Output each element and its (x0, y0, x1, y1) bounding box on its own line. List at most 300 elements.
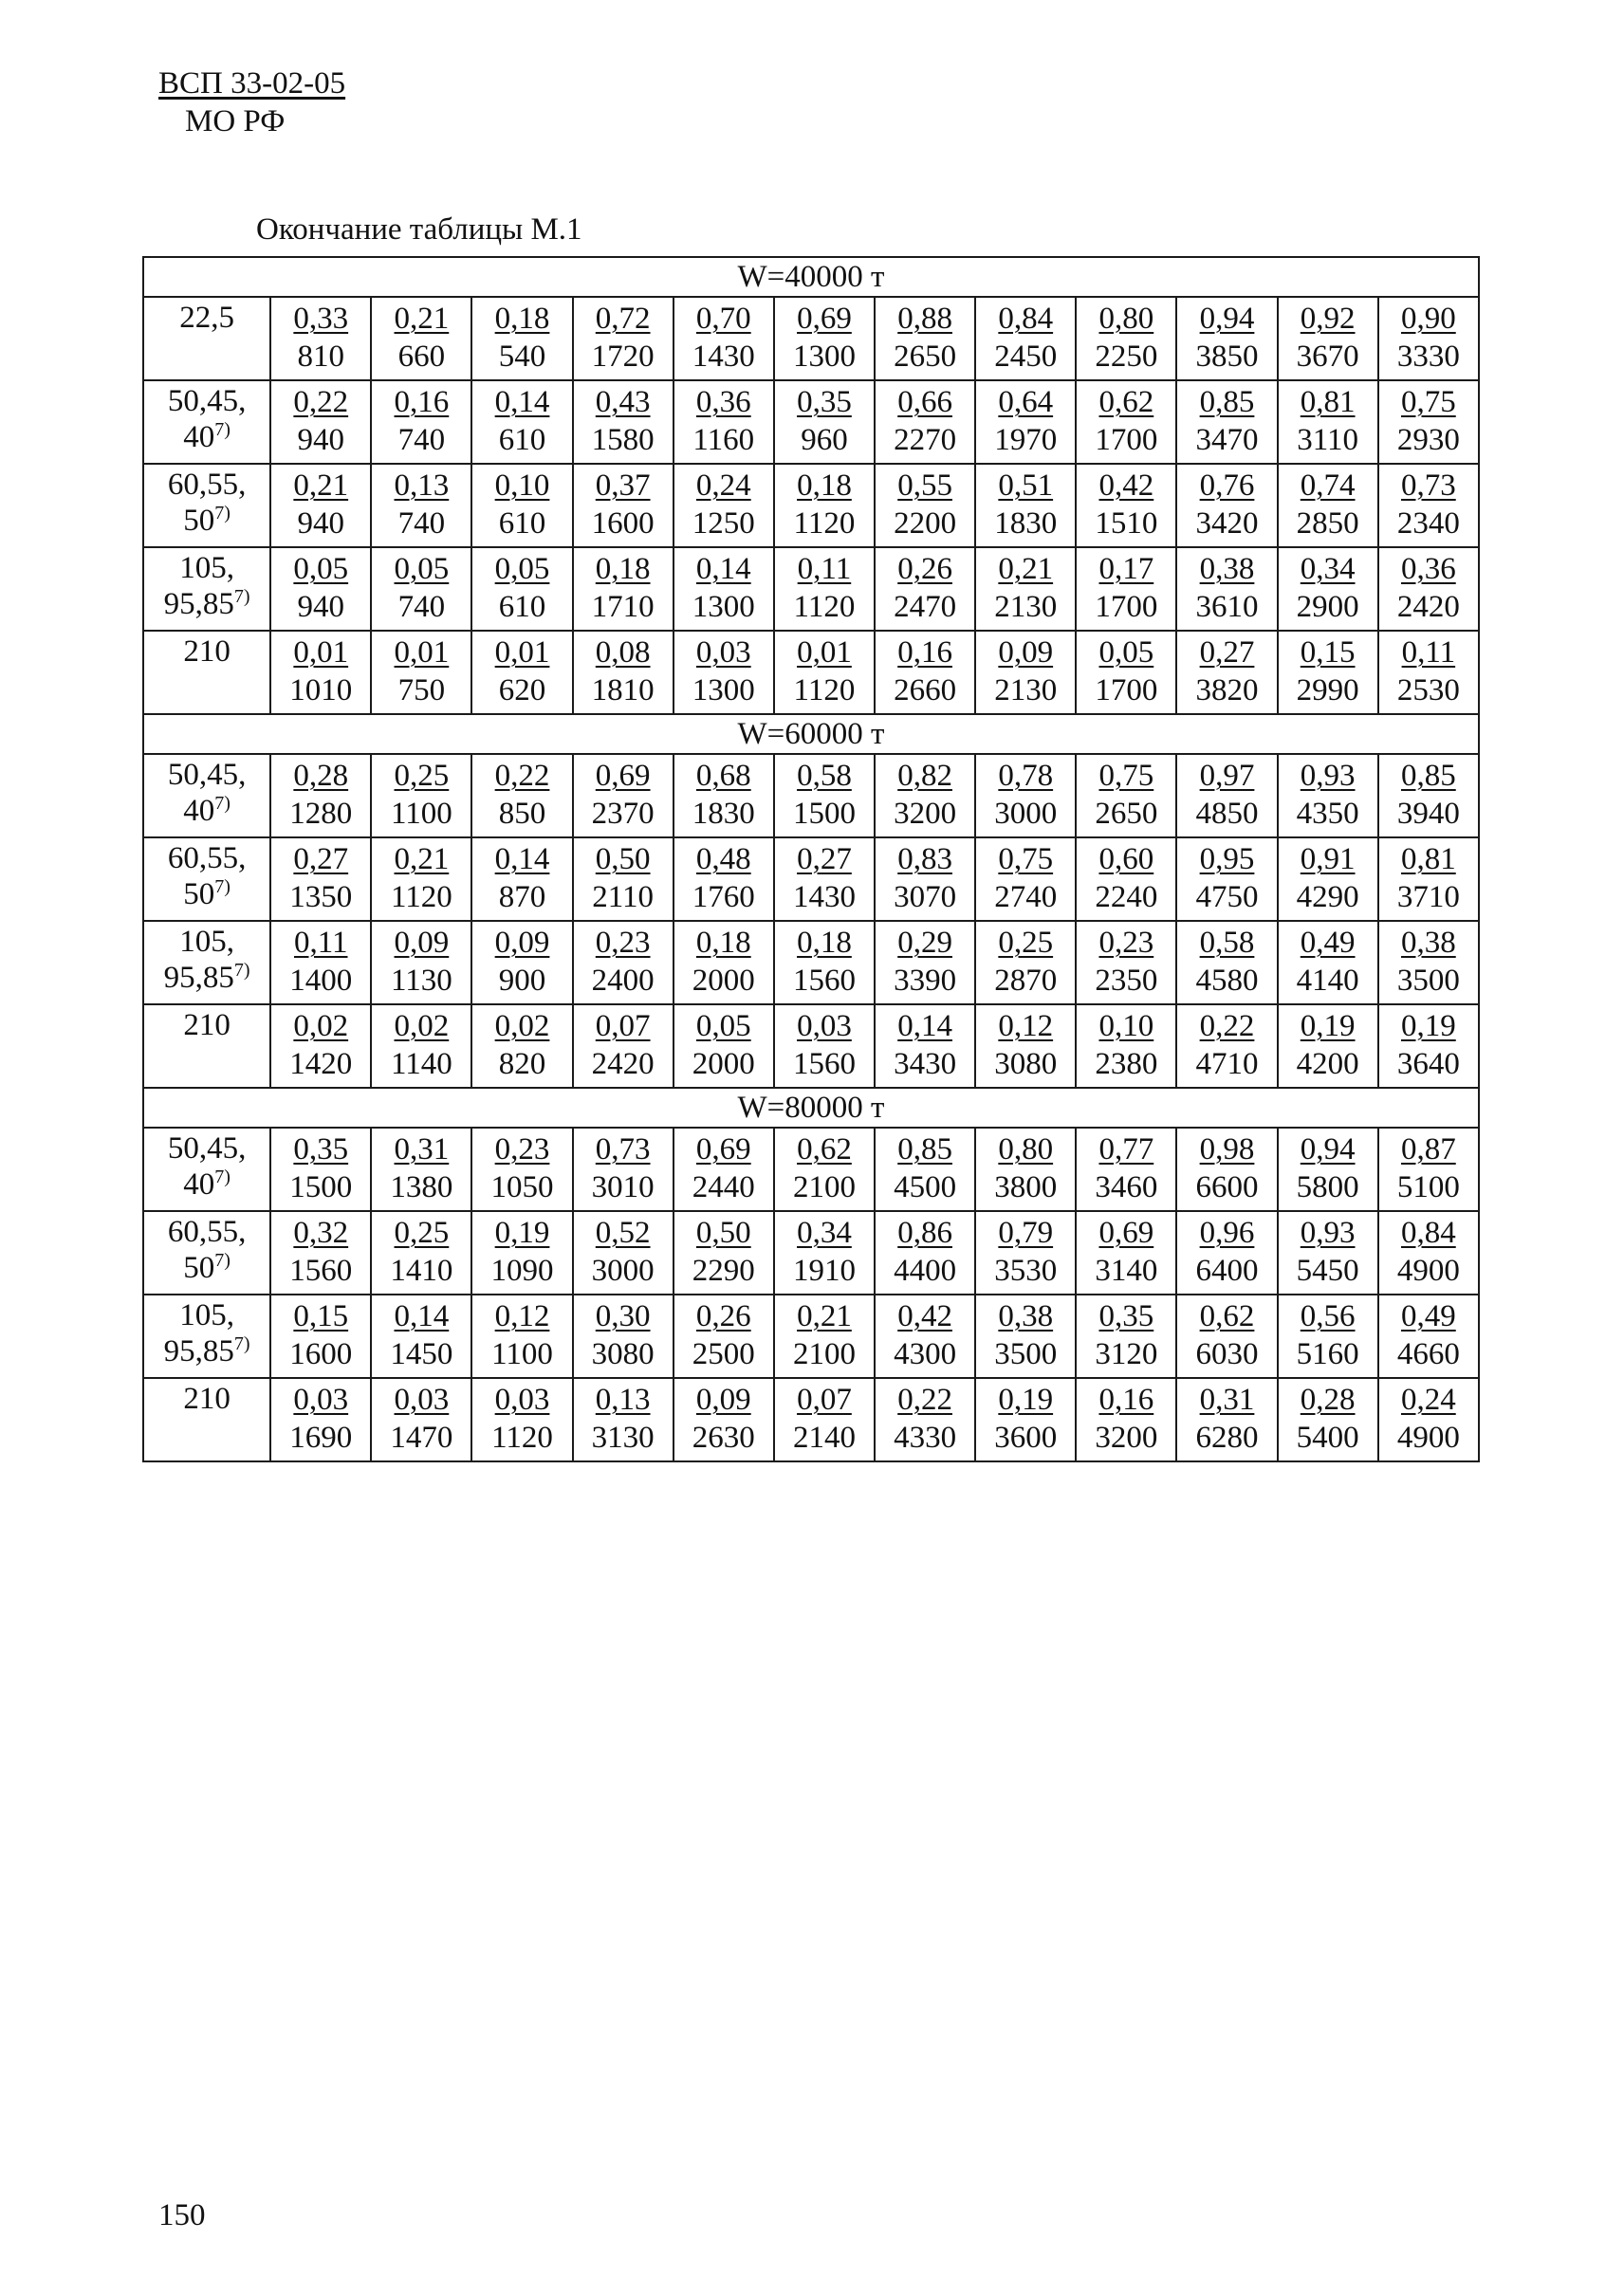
value-bottom: 870 (498, 880, 546, 914)
value-top (1177, 922, 1276, 962)
value-top (876, 548, 974, 588)
value-bottom: 1420 (289, 1047, 353, 1081)
value-cell (371, 754, 471, 837)
value-bottom: 1710 (591, 590, 655, 624)
value-bottom: 940 (297, 506, 344, 541)
value-top (674, 1005, 773, 1045)
value-top (1279, 381, 1377, 421)
value-cell (573, 547, 674, 631)
value-cell (371, 631, 471, 714)
value-top (1177, 1212, 1276, 1252)
value-top-text: 0,13 (394, 468, 450, 503)
value-bottom: 1120 (793, 673, 856, 707)
value-top (574, 838, 673, 878)
value-bottom: 2450 (994, 340, 1058, 374)
value-bottom: 1810 (591, 673, 655, 707)
value-top-text: 0,75 (1098, 759, 1154, 793)
value-top-text: 0,27 (1199, 635, 1255, 670)
value-top-text: 0,92 (1300, 302, 1356, 336)
value-bottom: 3460 (1095, 1170, 1158, 1204)
value-top-text: 0,37 (595, 468, 651, 503)
value-top (271, 1379, 370, 1419)
value-top (1077, 465, 1175, 505)
value-cell (975, 1211, 1076, 1295)
value-top (574, 1379, 673, 1419)
value-bottom: 2000 (692, 1047, 755, 1081)
value-top-text: 0,69 (695, 1132, 751, 1166)
value-bottom: 1250 (692, 506, 755, 541)
value-top (574, 1212, 673, 1252)
value-top-text: 0,60 (1098, 842, 1154, 876)
value-cell (1176, 380, 1277, 464)
value-top-text: 0,10 (494, 468, 550, 503)
value-bottom: 3120 (1095, 1337, 1158, 1371)
value-top-text: 0,05 (394, 552, 450, 586)
value-top (372, 922, 471, 962)
value-cell (573, 631, 674, 714)
value-top-text: 0,38 (1400, 926, 1456, 960)
value-bottom: 2420 (591, 1047, 655, 1081)
value-bottom: 1580 (591, 423, 655, 457)
value-cell (1076, 1211, 1176, 1295)
value-top (472, 632, 571, 671)
value-top-text: 0,19 (494, 1216, 550, 1250)
value-top-text: 0,52 (595, 1216, 651, 1250)
value-bottom: 1120 (491, 1421, 553, 1455)
value-cell (1378, 547, 1479, 631)
value-top (1279, 755, 1377, 795)
table-caption: Окончание таблицы М.1 (256, 212, 582, 247)
value-top-text: 0,28 (1300, 1383, 1356, 1417)
value-top-text: 0,34 (797, 1216, 852, 1250)
value-cell (1176, 1128, 1277, 1211)
value-cell (1076, 1128, 1176, 1211)
value-top-text: 0,73 (595, 1132, 651, 1166)
row-label-footnote: 7) (214, 876, 231, 897)
value-top-text: 0,05 (494, 552, 550, 586)
value-cell (875, 754, 975, 837)
value-cell (674, 631, 774, 714)
value-top (775, 1379, 874, 1419)
value-bottom: 4200 (1296, 1047, 1359, 1081)
value-top-text: 0,12 (998, 1009, 1054, 1043)
value-cell (1176, 547, 1277, 631)
value-bottom: 3130 (591, 1421, 655, 1455)
value-cell (1076, 1378, 1176, 1461)
value-cell (875, 547, 975, 631)
value-bottom: 2650 (894, 340, 957, 374)
row-label-footnote: 7) (214, 503, 231, 523)
value-top-text: 0,70 (695, 302, 751, 336)
value-top-text: 0,27 (797, 842, 852, 876)
value-top-text: 0,48 (695, 842, 751, 876)
value-top-text: 0,23 (494, 1132, 550, 1166)
value-top-text: 0,03 (293, 1383, 349, 1417)
value-cell (975, 464, 1076, 547)
value-top-text: 0,01 (293, 635, 349, 670)
value-top-text: 0,09 (998, 635, 1054, 670)
value-top (574, 755, 673, 795)
value-cell (875, 1004, 975, 1088)
value-top (1279, 298, 1377, 338)
value-bottom: 2420 (1396, 590, 1460, 624)
value-bottom: 3600 (994, 1421, 1058, 1455)
value-top (1379, 381, 1478, 421)
value-top (876, 381, 974, 421)
value-top-text: 0,43 (595, 385, 651, 419)
value-bottom: 2290 (692, 1254, 755, 1288)
value-top (472, 381, 571, 421)
value-cell (774, 1211, 875, 1295)
value-cell (270, 380, 371, 464)
value-bottom: 2000 (692, 964, 755, 998)
value-cell (674, 547, 774, 631)
value-bottom: 4140 (1296, 964, 1359, 998)
value-bottom: 1560 (792, 1047, 856, 1081)
value-cell (774, 547, 875, 631)
table-row (143, 1128, 1479, 1211)
value-cell (1176, 1378, 1277, 1461)
value-top (976, 1295, 1075, 1335)
value-top (775, 1295, 874, 1335)
value-top (775, 632, 874, 671)
value-bottom: 3070 (894, 880, 957, 914)
value-bottom: 1970 (994, 423, 1058, 457)
value-top (372, 548, 471, 588)
value-top-text: 0,85 (1199, 385, 1255, 419)
value-cell (471, 837, 572, 921)
value-bottom: 3500 (994, 1337, 1058, 1371)
value-bottom: 2250 (1095, 340, 1158, 374)
value-top (1177, 298, 1276, 338)
value-cell (371, 464, 471, 547)
row-label-text: 60,55, 50 (167, 1215, 247, 1285)
value-bottom: 4750 (1195, 880, 1259, 914)
value-top-text: 0,34 (1300, 552, 1356, 586)
value-cell (875, 921, 975, 1004)
value-cell (573, 464, 674, 547)
value-bottom: 2130 (994, 590, 1058, 624)
value-top-text: 0,25 (998, 926, 1054, 960)
value-bottom: 1400 (289, 964, 353, 998)
value-bottom: 5160 (1296, 1337, 1359, 1371)
value-cell (270, 464, 371, 547)
value-top-text: 0,05 (695, 1009, 751, 1043)
value-bottom: 1700 (1095, 423, 1158, 457)
value-cell (471, 1378, 572, 1461)
value-cell (774, 837, 875, 921)
row-label-footnote: 7) (233, 960, 250, 981)
value-top (775, 1212, 874, 1252)
value-bottom: 3530 (994, 1254, 1058, 1288)
value-bottom: 2380 (1095, 1047, 1158, 1081)
value-top (876, 1005, 974, 1045)
value-top (775, 1129, 874, 1168)
value-top-text: 0,18 (595, 552, 651, 586)
value-top-text: 0,69 (595, 759, 651, 793)
value-top-text: 0,21 (797, 1299, 852, 1333)
value-cell (1176, 1004, 1277, 1088)
value-cell (674, 380, 774, 464)
value-cell (573, 921, 674, 1004)
value-cell (1176, 921, 1277, 1004)
value-bottom: 610 (498, 423, 546, 457)
value-top (574, 922, 673, 962)
value-top-text: 0,07 (797, 1383, 852, 1417)
value-cell (1378, 754, 1479, 837)
value-bottom: 3710 (1396, 880, 1460, 914)
value-cell (1176, 1295, 1277, 1378)
value-top (1279, 1005, 1377, 1045)
value-top-text: 0,09 (494, 926, 550, 960)
row-label-footnote: 7) (214, 793, 231, 814)
table-row (143, 297, 1479, 380)
value-cell (371, 921, 471, 1004)
value-top (674, 548, 773, 588)
value-top-text: 0,14 (494, 842, 550, 876)
value-cell (774, 754, 875, 837)
value-top-text: 0,79 (998, 1216, 1054, 1250)
value-top-text: 0,94 (1199, 302, 1255, 336)
value-top-text: 0,68 (695, 759, 751, 793)
value-bottom: 1830 (692, 797, 755, 831)
value-cell (674, 1211, 774, 1295)
value-top-text: 0,35 (293, 1132, 349, 1166)
value-top (1279, 1295, 1377, 1335)
value-bottom: 610 (498, 506, 546, 541)
value-cell (270, 1004, 371, 1088)
value-top (876, 1295, 974, 1335)
value-cell (1076, 464, 1176, 547)
value-top-text: 0,66 (897, 385, 952, 419)
value-top (876, 1129, 974, 1168)
value-bottom: 2140 (792, 1421, 856, 1455)
value-top (271, 838, 370, 878)
value-bottom: 3390 (894, 964, 957, 998)
value-top-text: 0,02 (394, 1009, 450, 1043)
value-top (1279, 465, 1377, 505)
value-top (775, 838, 874, 878)
value-cell (270, 631, 371, 714)
value-top-text: 0,31 (394, 1132, 450, 1166)
value-cell (270, 754, 371, 837)
value-cell (573, 1128, 674, 1211)
value-top (472, 1129, 571, 1168)
value-top (1077, 838, 1175, 878)
value-cell (270, 547, 371, 631)
value-top (1379, 1129, 1478, 1168)
value-bottom: 4290 (1296, 880, 1359, 914)
value-top (1279, 548, 1377, 588)
value-bottom: 1700 (1095, 590, 1158, 624)
value-top-text: 0,03 (394, 1383, 450, 1417)
value-bottom: 740 (397, 590, 446, 624)
value-top (1279, 838, 1377, 878)
value-top-text: 0,16 (394, 385, 450, 419)
value-cell (371, 1004, 471, 1088)
value-top-text: 0,11 (1401, 635, 1456, 670)
value-top (271, 632, 370, 671)
value-bottom: 5800 (1296, 1170, 1359, 1204)
value-cell (1278, 837, 1378, 921)
value-top-text: 0,32 (293, 1216, 349, 1250)
value-bottom: 6030 (1195, 1337, 1259, 1371)
value-top-text: 0,30 (595, 1299, 651, 1333)
value-top-text: 0,22 (494, 759, 550, 793)
value-top-text: 0,55 (897, 468, 952, 503)
value-top (876, 838, 974, 878)
value-top (1177, 548, 1276, 588)
value-top-text: 0,42 (1098, 468, 1154, 503)
value-top (574, 1129, 673, 1168)
value-bottom: 3200 (894, 797, 957, 831)
value-top-text: 0,49 (1300, 926, 1356, 960)
value-top-text: 0,77 (1098, 1132, 1154, 1166)
value-bottom: 1700 (1095, 673, 1158, 707)
value-cell (270, 837, 371, 921)
value-bottom: 2110 (592, 880, 655, 914)
value-top-text: 0,98 (1199, 1132, 1255, 1166)
value-cell (1278, 1128, 1378, 1211)
value-top (1177, 1379, 1276, 1419)
row-label-footnote: 7) (214, 1250, 231, 1271)
value-cell (975, 297, 1076, 380)
value-top (775, 922, 874, 962)
value-top (775, 1005, 874, 1045)
value-cell (1278, 754, 1378, 837)
value-top (372, 755, 471, 795)
value-top-text: 0,01 (797, 635, 852, 670)
value-bottom: 1090 (490, 1254, 554, 1288)
row-label-text: 60,55, 50 (167, 841, 247, 911)
value-bottom: 3800 (994, 1170, 1058, 1204)
value-top (271, 548, 370, 588)
value-top (372, 1295, 471, 1335)
value-top-text: 0,38 (1199, 552, 1255, 586)
value-bottom: 6280 (1195, 1421, 1259, 1455)
value-top-text: 0,75 (1400, 385, 1456, 419)
value-cell (975, 547, 1076, 631)
value-top-text: 0,19 (1400, 1009, 1456, 1043)
value-cell (1278, 1378, 1378, 1461)
value-top-text: 0,22 (293, 385, 349, 419)
value-bottom: 2200 (894, 506, 957, 541)
value-top-text: 0,24 (695, 468, 751, 503)
value-bottom: 3640 (1396, 1047, 1460, 1081)
value-top-text: 0,81 (1300, 385, 1356, 419)
value-top-text: 0,01 (394, 635, 450, 670)
section-title: W=80000 т (143, 1088, 1479, 1128)
value-top-text: 0,69 (1098, 1216, 1154, 1250)
value-cell (875, 1128, 975, 1211)
value-top-text: 0,82 (897, 759, 952, 793)
value-bottom: 2240 (1095, 880, 1158, 914)
value-top (472, 838, 571, 878)
value-cell (774, 1128, 875, 1211)
table-row (143, 631, 1479, 714)
value-top (674, 465, 773, 505)
value-top-text: 0,16 (1098, 1383, 1154, 1417)
value-top (876, 632, 974, 671)
value-top (1379, 465, 1478, 505)
value-cell (471, 464, 572, 547)
value-cell (674, 921, 774, 1004)
value-top-text: 0,23 (1098, 926, 1154, 960)
value-bottom: 1300 (792, 340, 856, 374)
table-row (143, 547, 1479, 631)
value-bottom: 1140 (390, 1047, 452, 1081)
value-cell (471, 1128, 572, 1211)
value-top-text: 0,15 (293, 1299, 349, 1333)
value-cell (774, 1004, 875, 1088)
value-bottom: 2870 (994, 964, 1058, 998)
row-label (143, 297, 270, 380)
value-cell (371, 1128, 471, 1211)
value-top-text: 0,87 (1400, 1132, 1456, 1166)
value-bottom: 3500 (1396, 964, 1460, 998)
value-top (1077, 1005, 1175, 1045)
value-top-text: 0,31 (1199, 1383, 1255, 1417)
value-top (1379, 1295, 1478, 1335)
value-bottom: 3200 (1095, 1421, 1158, 1455)
value-cell (875, 1211, 975, 1295)
value-top-text: 0,58 (1199, 926, 1255, 960)
value-top-text: 0,62 (1098, 385, 1154, 419)
value-bottom: 1560 (792, 964, 856, 998)
value-cell (975, 1128, 1076, 1211)
value-top-text: 0,08 (595, 635, 651, 670)
value-cell (774, 464, 875, 547)
value-top (271, 922, 370, 962)
value-top-text: 0,12 (494, 1299, 550, 1333)
value-top (271, 381, 370, 421)
row-label-footnote: 7) (233, 1333, 250, 1354)
value-bottom: 1300 (692, 673, 755, 707)
value-cell (471, 547, 572, 631)
value-bottom: 3670 (1296, 340, 1359, 374)
value-top-text: 0,91 (1300, 842, 1356, 876)
value-cell (975, 754, 1076, 837)
value-bottom: 940 (297, 590, 344, 624)
value-bottom: 740 (397, 506, 446, 541)
value-cell (875, 837, 975, 921)
document-code: ВСП 33-02-05 (158, 66, 346, 101)
value-top-text: 0,69 (797, 302, 852, 336)
value-cell (1378, 1211, 1479, 1295)
value-top-text: 0,86 (897, 1216, 952, 1250)
section-title: W=60000 т (143, 714, 1479, 754)
row-label-text: 105, 95,85 (163, 925, 234, 995)
value-bottom: 2350 (1095, 964, 1158, 998)
value-top-text: 0,49 (1400, 1299, 1456, 1333)
value-bottom: 1100 (491, 1337, 553, 1371)
value-top (1077, 922, 1175, 962)
value-cell (975, 631, 1076, 714)
row-label-footnote: 7) (214, 1166, 231, 1187)
value-bottom: 1430 (792, 880, 856, 914)
value-cell (1378, 837, 1479, 921)
value-cell (774, 297, 875, 380)
row-label (143, 837, 270, 921)
value-top-text: 0,73 (1400, 468, 1456, 503)
value-top (1077, 548, 1175, 588)
value-top-text: 0,35 (1098, 1299, 1154, 1333)
value-top-text: 0,21 (998, 552, 1054, 586)
value-bottom: 4500 (894, 1170, 957, 1204)
value-cell (975, 1378, 1076, 1461)
value-top-text: 0,56 (1300, 1299, 1356, 1333)
value-top-text: 0,62 (797, 1132, 852, 1166)
